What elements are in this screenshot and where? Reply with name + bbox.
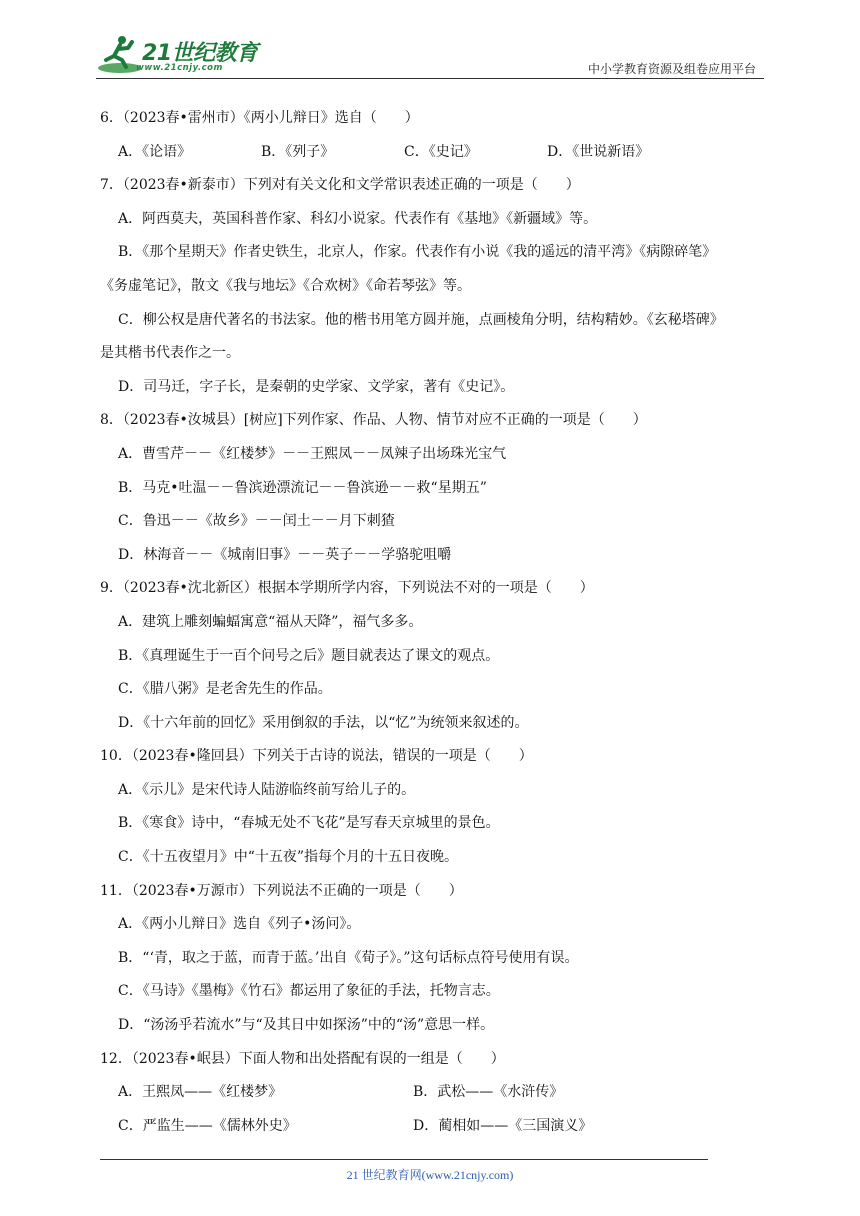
logo-brand-text: 21世纪教育 — [142, 41, 258, 66]
option-b: B．《那个星期天》作者史铁生，北京人，作家。代表作有小说《我的遥远的清平湾》《病隙碎笔》 — [118, 244, 717, 261]
header-divider — [96, 78, 764, 79]
option-c: C．严监生——《儒林外史》 — [118, 1117, 297, 1134]
option-c: C．《腊八粥》是老舍先生的作品。 — [118, 681, 332, 698]
option-a: A．王熙凤——《红楼梦》 — [118, 1084, 283, 1101]
option-b: B．《列子》 — [261, 143, 335, 160]
option-d: D．蔺相如——《三国演义》 — [413, 1117, 593, 1134]
option-d: D．司马迁，字子长，是秦朝的史学家、文学家，著有《史记》。 — [118, 378, 515, 395]
question-stem: 10．（2023春•隆回县）下列关于古诗的说法，错误的一项是（ ） — [100, 748, 533, 765]
logo-url-text: www.21cnjy.com — [136, 63, 223, 73]
runner-logo-icon — [96, 34, 140, 76]
option-a: A．阿西莫夫，英国科普作家、科幻小说家。代表作有《基地》《新疆域》等。 — [118, 210, 598, 227]
option-b: B．马克•吐温－－鲁滨逊漂流记－－鲁滨逊－－救“星期五” — [118, 479, 487, 496]
platform-tagline: 中小学教育资源及组卷应用平台 — [587, 62, 756, 76]
option-a: A．建筑上雕刻蝙蝠寓意“福从天降”，福气多多。 — [118, 613, 423, 630]
footer-divider — [100, 1159, 708, 1160]
options-row — [100, 1076, 765, 1110]
option-d: D．“汤汤乎若流水”与“及其日中如探汤”中的“汤”意思一样。 — [118, 1017, 495, 1034]
question-stem: 8．（2023春•汝城县）[树应]下列作家、作品、人物、情节对应不正确的一项是（ ） — [100, 412, 647, 429]
option-b: B．《真理诞生于一百个问号之后》题目就表达了课文的观点。 — [118, 647, 500, 664]
option-c: C．柳公权是唐代著名的书法家。他的楷书用笔方圆并施，点画棱角分明，结构精妙。《玄秘塔碑》 — [118, 311, 724, 328]
option-c-continued: 是其楷书代表作之一。 — [100, 345, 240, 362]
option-d: D．《十六年前的回忆》采用倒叙的手法，以“忆”为统领来叙述的。 — [118, 714, 529, 731]
option-a: A．《论语》 — [118, 143, 192, 160]
option-c: C．《马诗》《墨梅》《竹石》都运用了象征的手法，托物言志。 — [118, 983, 500, 1000]
question-stem: 11．（2023春•万源市）下列说法不正确的一项是（ ） — [100, 882, 463, 899]
option-a: A．曹雪芹－－《红楼梦》－－王熙凤－－凤辣子出场珠光宝气 — [118, 445, 507, 462]
question-stem: 12．（2023春•岷县）下面人物和出处搭配有误的一组是（ ） — [100, 1050, 505, 1067]
page-header — [0, 0, 860, 82]
question-stem: 9．（2023春•沈北新区）根据本学期所学内容，下列说法不对的一项是（ ） — [100, 580, 594, 597]
option-c: C．鲁迅－－《故乡》－－闰土－－月下刺猹 — [118, 513, 395, 530]
option-b-continued: 《务虚笔记》，散文《我与地坛》《合欢树》《命若琴弦》等。 — [100, 277, 471, 294]
option-d: D．林海音－－《城南旧事》－－英子－－学骆驼咀嚼 — [118, 546, 452, 563]
option-c: C．《十五夜望月》中“十五夜”指每个月的十五日夜晚。 — [118, 849, 459, 866]
footer-source: 21 世纪教育网(www.21cnjy.com) — [346, 1168, 514, 1182]
option-a: A．《两小儿辩日》选自《列子•汤问》。 — [118, 916, 361, 933]
question-stem: 7．（2023春•新泰市）下列对有关文化和文学常识表述正确的一项是（ ） — [100, 177, 580, 194]
options-row — [100, 1110, 765, 1144]
option-c: C．《史记》 — [404, 143, 478, 160]
options-row — [100, 136, 765, 170]
option-b: B．《寒食》诗中，“春城无处不飞花”是写春天京城里的景色。 — [118, 815, 500, 832]
option-a: A．《示儿》是宋代诗人陆游临终前写给儿子的。 — [118, 781, 416, 798]
option-b: B．武松——《水浒传》 — [413, 1084, 564, 1101]
site-logo — [96, 34, 266, 78]
question-stem: 6．（2023春•雷州市）《两小儿辩日》选自（ ） — [100, 110, 419, 126]
option-b: B．“‘青，取之于蓝，而青于蓝。’出自《荀子》。”这句话标点符号使用有误。 — [118, 949, 579, 966]
question-list — [100, 102, 765, 1143]
option-d: D．《世说新语》 — [547, 143, 650, 160]
